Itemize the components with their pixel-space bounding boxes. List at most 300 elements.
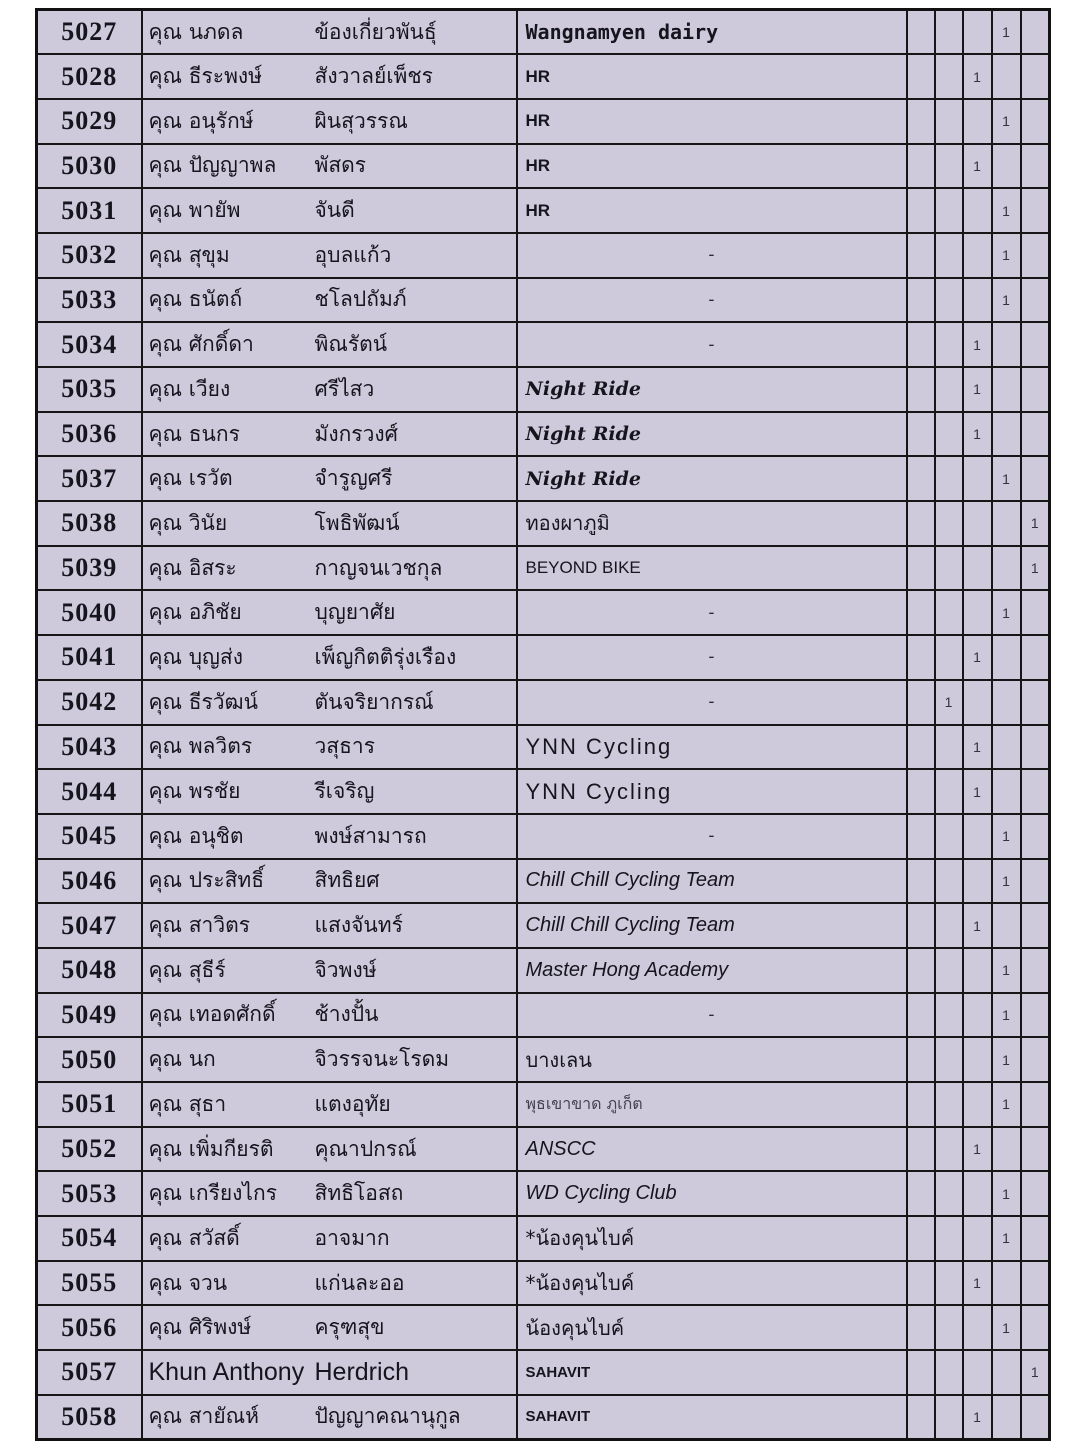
entry-row [37, 233, 1050, 278]
first-name: คุณ พรชัย [148, 779, 241, 804]
entry-number: 5037 [37, 456, 142, 501]
entry-row [37, 1395, 1050, 1440]
mark-cell-4: 1 [992, 233, 1021, 278]
entry-row [37, 456, 1050, 501]
last-name: แสงจันทร์ [314, 913, 403, 938]
mark-cell-1 [907, 144, 935, 189]
mark-cell-4: 1 [992, 99, 1021, 144]
last-name: อาจมาก [314, 1225, 390, 1250]
participant-name-cell [142, 1171, 517, 1216]
entry-number: 5032 [37, 233, 142, 278]
entry-row [37, 10, 1050, 55]
last-name: ชโลปถัมภ์ [314, 287, 407, 312]
mark-cell-2 [935, 412, 963, 457]
mark-cell-4 [992, 725, 1021, 770]
team-name: ANSCC [517, 1127, 907, 1172]
mark-cell-3 [963, 948, 992, 993]
entry-row [37, 546, 1050, 591]
first-name: คุณ สุธีร์ [148, 957, 226, 982]
entry-number: 5052 [37, 1127, 142, 1172]
entry-row [37, 322, 1050, 367]
team-name: พุธเขาขาด ภูเก็ต [517, 1082, 907, 1127]
entry-number: 5045 [37, 814, 142, 859]
mark-cell-3 [963, 590, 992, 635]
mark-cell-2 [935, 99, 963, 144]
participant-name-cell [142, 367, 517, 412]
first-name: คุณ เทอดศักดิ์ [148, 1002, 276, 1027]
entry-row [37, 769, 1050, 814]
mark-cell-2 [935, 501, 963, 546]
last-name: จิวรรจนะโรดม [314, 1047, 450, 1072]
mark-cell-5 [1021, 233, 1050, 278]
mark-cell-2 [935, 993, 963, 1038]
team-name: ทองผาภูมิ [517, 501, 907, 546]
mark-cell-5 [1021, 814, 1050, 859]
last-name: มังกรวงศ์ [314, 421, 398, 446]
last-name: จำรูญศรี [314, 466, 393, 491]
team-name: HR [517, 188, 907, 233]
last-name: พัสดร [314, 153, 367, 178]
mark-cell-4 [992, 1395, 1021, 1440]
mark-cell-2 [935, 948, 963, 993]
team-name: YNN Cycling [517, 769, 907, 814]
mark-cell-4: 1 [992, 1171, 1021, 1216]
first-name: คุณ ศักดิ์ดา [148, 332, 254, 357]
mark-cell-2 [935, 546, 963, 591]
participant-roster [35, 8, 1051, 1441]
entry-number: 5028 [37, 54, 142, 99]
participant-name-cell [142, 412, 517, 457]
participant-name-cell [142, 99, 517, 144]
first-name: คุณ ประสิทธิ์ [148, 868, 265, 893]
last-name: ผินสุวรรณ [314, 108, 408, 133]
entry-number: 5057 [37, 1350, 142, 1395]
participant-name-cell [142, 546, 517, 591]
first-name: คุณ นภดล [148, 19, 244, 44]
mark-cell-1 [907, 903, 935, 948]
entry-number: 5027 [37, 10, 142, 55]
mark-cell-2 [935, 1305, 963, 1350]
mark-cell-4: 1 [992, 278, 1021, 323]
team-name: - [517, 993, 907, 1038]
mark-cell-1 [907, 367, 935, 412]
participant-name-cell [142, 903, 517, 948]
last-name: สังวาลย์เพ็ชร [314, 64, 433, 89]
team-name: Master Hong Academy [517, 948, 907, 993]
mark-cell-2 [935, 233, 963, 278]
entry-number: 5035 [37, 367, 142, 412]
mark-cell-5 [1021, 680, 1050, 725]
team-name: SAHAVIT [517, 1395, 907, 1440]
entry-row [37, 1082, 1050, 1127]
mark-cell-4 [992, 367, 1021, 412]
entry-row [37, 278, 1050, 323]
mark-cell-1 [907, 188, 935, 233]
participant-name-cell [142, 680, 517, 725]
mark-cell-5 [1021, 1216, 1050, 1261]
mark-cell-5 [1021, 99, 1050, 144]
last-name: วสุธาร [314, 734, 375, 759]
mark-cell-2 [935, 367, 963, 412]
entry-row [37, 859, 1050, 904]
participant-name-cell [142, 1216, 517, 1261]
mark-cell-3: 1 [963, 144, 992, 189]
mark-cell-5 [1021, 1261, 1050, 1306]
mark-cell-3 [963, 233, 992, 278]
participant-name-cell [142, 1350, 517, 1395]
mark-cell-1 [907, 233, 935, 278]
entry-row [37, 54, 1050, 99]
mark-cell-1 [907, 99, 935, 144]
last-name: ปัญญาคณานุกูล [314, 1404, 461, 1429]
entry-row [37, 412, 1050, 457]
mark-cell-3: 1 [963, 1261, 992, 1306]
team-name: *น้องคุนไบค์ [517, 1216, 907, 1261]
team-name: - [517, 680, 907, 725]
mark-cell-4 [992, 635, 1021, 680]
participant-name-cell [142, 859, 517, 904]
mark-cell-1 [907, 412, 935, 457]
entry-number: 5050 [37, 1037, 142, 1082]
mark-cell-3: 1 [963, 725, 992, 770]
mark-cell-1 [907, 635, 935, 680]
last-name: แก่นละออ [314, 1270, 405, 1295]
last-name: จิวพงษ์ [314, 957, 377, 982]
mark-cell-5 [1021, 590, 1050, 635]
last-name: สิทธิยศ [314, 868, 380, 893]
mark-cell-1 [907, 546, 935, 591]
mark-cell-1 [907, 1305, 935, 1350]
entry-number: 5049 [37, 993, 142, 1038]
participants-table [35, 8, 1051, 1441]
team-name: Chill Chill Cycling Team [517, 859, 907, 904]
entry-row [37, 1350, 1050, 1395]
mark-cell-4 [992, 1350, 1021, 1395]
last-name: จันดี [314, 198, 355, 223]
mark-cell-3 [963, 1037, 992, 1082]
last-name: พงษ์สามารถ [314, 823, 427, 848]
first-name: คุณ สวัสดิ์ [148, 1225, 240, 1250]
mark-cell-1 [907, 1082, 935, 1127]
mark-cell-3 [963, 1216, 992, 1261]
participant-name-cell [142, 1261, 517, 1306]
mark-cell-4: 1 [992, 1216, 1021, 1261]
participant-name-cell [142, 501, 517, 546]
mark-cell-2 [935, 1082, 963, 1127]
mark-cell-3 [963, 501, 992, 546]
mark-cell-5 [1021, 1171, 1050, 1216]
team-name: Night Ride [517, 456, 907, 501]
mark-cell-1 [907, 456, 935, 501]
mark-cell-2 [935, 590, 963, 635]
first-name: คุณ พายัพ [148, 198, 241, 223]
mark-cell-5 [1021, 1127, 1050, 1172]
team-name: BEYOND BIKE [517, 546, 907, 591]
mark-cell-5 [1021, 144, 1050, 189]
mark-cell-3: 1 [963, 54, 992, 99]
mark-cell-4 [992, 412, 1021, 457]
entry-number: 5051 [37, 1082, 142, 1127]
mark-cell-4 [992, 546, 1021, 591]
first-name: คุณ สายัณห์ [148, 1404, 259, 1429]
last-name: พิณรัตน์ [314, 332, 388, 357]
last-name: แตงอุทัย [314, 1091, 391, 1116]
mark-cell-1 [907, 993, 935, 1038]
entry-number: 5047 [37, 903, 142, 948]
team-name: HR [517, 144, 907, 189]
mark-cell-5: 1 [1021, 546, 1050, 591]
team-name: HR [517, 54, 907, 99]
first-name: คุณ สุขุม [148, 242, 230, 267]
mark-cell-5 [1021, 456, 1050, 501]
entry-row [37, 1261, 1050, 1306]
mark-cell-2 [935, 859, 963, 904]
mark-cell-1 [907, 1127, 935, 1172]
team-name: - [517, 814, 907, 859]
mark-cell-2 [935, 814, 963, 859]
participant-name-cell [142, 233, 517, 278]
entry-number: 5034 [37, 322, 142, 367]
mark-cell-3 [963, 188, 992, 233]
mark-cell-3 [963, 680, 992, 725]
entry-number: 5031 [37, 188, 142, 233]
mark-cell-2 [935, 769, 963, 814]
entry-row [37, 948, 1050, 993]
entry-number: 5040 [37, 590, 142, 635]
mark-cell-1 [907, 1037, 935, 1082]
mark-cell-5 [1021, 769, 1050, 814]
mark-cell-1 [907, 10, 935, 55]
mark-cell-1 [907, 948, 935, 993]
entry-row [37, 680, 1050, 725]
first-name: คุณ เกรียงไกร [148, 1181, 277, 1206]
last-name: รีเจริญ [314, 779, 375, 804]
mark-cell-3 [963, 456, 992, 501]
last-name: ช้างปั้น [314, 1002, 379, 1027]
team-name: WD Cycling Club [517, 1171, 907, 1216]
mark-cell-4 [992, 1127, 1021, 1172]
mark-cell-4 [992, 903, 1021, 948]
entry-number: 5056 [37, 1305, 142, 1350]
mark-cell-4 [992, 680, 1021, 725]
team-name: - [517, 635, 907, 680]
participant-name-cell [142, 322, 517, 367]
mark-cell-1 [907, 1395, 935, 1440]
mark-cell-4: 1 [992, 456, 1021, 501]
participant-name-cell [142, 278, 517, 323]
mark-cell-5 [1021, 1037, 1050, 1082]
first-name: คุณ เวียง [148, 376, 231, 401]
mark-cell-2 [935, 10, 963, 55]
entry-number: 5029 [37, 99, 142, 144]
mark-cell-3: 1 [963, 1395, 992, 1440]
last-name: ครุฑสุข [314, 1315, 385, 1340]
entry-row [37, 1305, 1050, 1350]
team-name: Wangnamyen dairy [517, 10, 907, 55]
mark-cell-2 [935, 903, 963, 948]
mark-cell-1 [907, 322, 935, 367]
participant-name-cell [142, 144, 517, 189]
team-name: HR [517, 99, 907, 144]
mark-cell-4 [992, 1261, 1021, 1306]
first-name: คุณ สุธา [148, 1091, 227, 1116]
mark-cell-4: 1 [992, 10, 1021, 55]
mark-cell-5 [1021, 993, 1050, 1038]
mark-cell-4: 1 [992, 859, 1021, 904]
entry-row [37, 1037, 1050, 1082]
entry-number: 5042 [37, 680, 142, 725]
mark-cell-1 [907, 725, 935, 770]
mark-cell-3 [963, 1350, 992, 1395]
mark-cell-5 [1021, 635, 1050, 680]
mark-cell-1 [907, 814, 935, 859]
first-name: คุณ พลวิตร [148, 734, 253, 759]
mark-cell-1 [907, 1350, 935, 1395]
mark-cell-2 [935, 1216, 963, 1261]
first-name: คุณ เพิ่มกียรติ [148, 1136, 274, 1161]
entry-number: 5046 [37, 859, 142, 904]
participants-tbody [37, 10, 1050, 1440]
mark-cell-5 [1021, 412, 1050, 457]
mark-cell-5 [1021, 1082, 1050, 1127]
entry-row [37, 367, 1050, 412]
entry-number: 5053 [37, 1171, 142, 1216]
first-name: คุณ สาวิตร [148, 913, 251, 938]
mark-cell-3 [963, 546, 992, 591]
first-name: คุณ จวน [148, 1270, 228, 1295]
last-name: อุบลแก้ว [314, 242, 392, 267]
mark-cell-3 [963, 99, 992, 144]
entry-number: 5054 [37, 1216, 142, 1261]
entry-row [37, 993, 1050, 1038]
entry-row [37, 903, 1050, 948]
participant-name-cell [142, 1037, 517, 1082]
mark-cell-4: 1 [992, 590, 1021, 635]
entry-row [37, 188, 1050, 233]
mark-cell-2: 1 [935, 680, 963, 725]
mark-cell-5 [1021, 725, 1050, 770]
entry-number: 5030 [37, 144, 142, 189]
mark-cell-5 [1021, 948, 1050, 993]
mark-cell-3 [963, 993, 992, 1038]
mark-cell-1 [907, 1261, 935, 1306]
participant-name-cell [142, 1395, 517, 1440]
mark-cell-4 [992, 54, 1021, 99]
entry-row [37, 144, 1050, 189]
mark-cell-1 [907, 501, 935, 546]
mark-cell-3: 1 [963, 903, 992, 948]
mark-cell-4: 1 [992, 1082, 1021, 1127]
last-name: เพ็ญกิตติรุ่งเรือง [314, 644, 457, 669]
mark-cell-5 [1021, 1305, 1050, 1350]
mark-cell-2 [935, 1261, 963, 1306]
team-name: YNN Cycling [517, 725, 907, 770]
team-name: Chill Chill Cycling Team [517, 903, 907, 948]
mark-cell-2 [935, 1037, 963, 1082]
team-name: - [517, 590, 907, 635]
mark-cell-3 [963, 814, 992, 859]
mark-cell-1 [907, 1171, 935, 1216]
first-name: คุณ ธนกร [148, 421, 240, 446]
entry-row [37, 590, 1050, 635]
mark-cell-2 [935, 54, 963, 99]
last-name: สิทธิโอสถ [314, 1181, 404, 1206]
first-name: คุณ ธีระพงษ์ [148, 64, 263, 89]
participant-name-cell [142, 188, 517, 233]
mark-cell-3: 1 [963, 635, 992, 680]
mark-cell-4: 1 [992, 188, 1021, 233]
mark-cell-4: 1 [992, 1305, 1021, 1350]
participant-name-cell [142, 1082, 517, 1127]
entry-row [37, 814, 1050, 859]
team-name: บางเลน [517, 1037, 907, 1082]
mark-cell-2 [935, 1350, 963, 1395]
mark-cell-5 [1021, 367, 1050, 412]
first-name: คุณ เรวัต [148, 466, 233, 491]
mark-cell-3: 1 [963, 1127, 992, 1172]
mark-cell-4 [992, 769, 1021, 814]
first-name: คุณ อภิชัย [148, 600, 242, 625]
first-name: คุณ ปัญญาพล [148, 153, 277, 178]
team-name: *น้องคุนไบค์ [517, 1261, 907, 1306]
entry-row [37, 501, 1050, 546]
participant-name-cell [142, 993, 517, 1038]
entry-number: 5036 [37, 412, 142, 457]
mark-cell-2 [935, 144, 963, 189]
entry-number: 5039 [37, 546, 142, 591]
last-name: ศรีไสว [314, 376, 375, 401]
participant-name-cell [142, 725, 517, 770]
first-name: คุณ อิสระ [148, 555, 237, 580]
team-name: น้องคุนไบค์ [517, 1305, 907, 1350]
participant-name-cell [142, 769, 517, 814]
mark-cell-2 [935, 1127, 963, 1172]
mark-cell-1 [907, 859, 935, 904]
participant-name-cell [142, 1127, 517, 1172]
mark-cell-3: 1 [963, 412, 992, 457]
mark-cell-2 [935, 635, 963, 680]
mark-cell-2 [935, 278, 963, 323]
mark-cell-3 [963, 10, 992, 55]
entry-number: 5043 [37, 725, 142, 770]
mark-cell-2 [935, 1395, 963, 1440]
entry-number: 5044 [37, 769, 142, 814]
mark-cell-4: 1 [992, 814, 1021, 859]
mark-cell-5 [1021, 188, 1050, 233]
mark-cell-1 [907, 54, 935, 99]
participant-name-cell [142, 814, 517, 859]
mark-cell-4: 1 [992, 1037, 1021, 1082]
first-name: Khun Anthony [148, 1357, 305, 1386]
participant-name-cell [142, 635, 517, 680]
first-name: คุณ บุญส่ง [148, 644, 243, 669]
last-name: โพธิพัฒน์ [314, 510, 400, 535]
entry-row [37, 99, 1050, 144]
mark-cell-3 [963, 1171, 992, 1216]
participant-name-cell [142, 54, 517, 99]
mark-cell-5 [1021, 278, 1050, 323]
mark-cell-3 [963, 1082, 992, 1127]
team-name: - [517, 278, 907, 323]
mark-cell-2 [935, 725, 963, 770]
entry-number: 5048 [37, 948, 142, 993]
mark-cell-3 [963, 1305, 992, 1350]
mark-cell-3: 1 [963, 367, 992, 412]
mark-cell-5: 1 [1021, 501, 1050, 546]
first-name: คุณ ธนัตถ์ [148, 287, 243, 312]
mark-cell-2 [935, 188, 963, 233]
entry-number: 5038 [37, 501, 142, 546]
